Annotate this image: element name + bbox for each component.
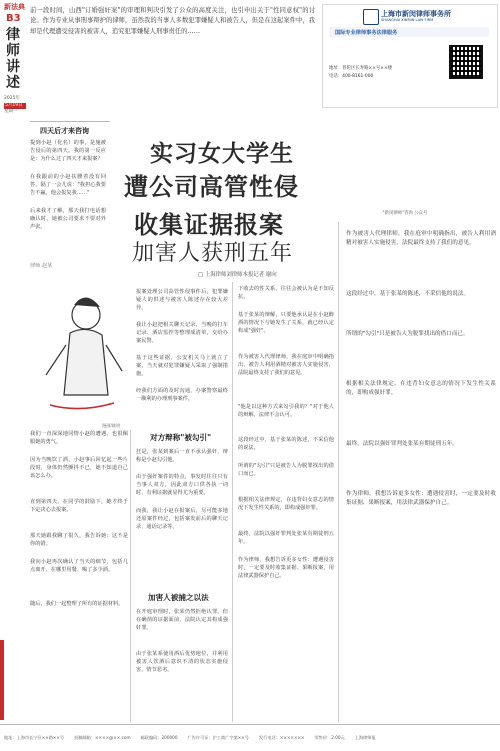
byline-mark: □	[198, 272, 204, 278]
sidebar-paragraph: 提到小赵（化名）的事，是施被告侵后的第四天。我的第一反应是：为什么过了四天才来报案？	[30, 140, 106, 163]
mid-paragraph: 基于这些证据，公安机关马上就立了案，当天就对犯罪嫌疑人采取了强制措施。	[136, 355, 228, 378]
far-right-paragraph: 最终，法院以强奸罪判处张某有期徒刑五年。	[346, 441, 458, 447]
sidebar-paragraph: 后来我才了解，那天我打电话想确认时，她被公司要求不要对外声张。	[30, 208, 106, 231]
headline-line1: 实习女大学生	[150, 140, 294, 167]
headline-line2: 遭公司高管性侵	[124, 172, 299, 201]
right-paragraph: 作为律师，我想告诉更多女性：遭遇侵害时，一定要及时收集证据、果断报案，用法律武器保护自己。	[238, 557, 334, 580]
ad-phone: 电话：400-8161-000	[329, 74, 374, 79]
mid-paragraph: 在开庭审理时，张某仍然拒绝认罪，但在确凿的证据面前，法院认定其构成强奸罪。	[136, 609, 228, 632]
right-paragraph: 基于张某的辩解，只要他承认是在小赵醉酒的情况下与她发生了关系，就已经认定构成"强奸"。	[238, 312, 334, 335]
right-paragraph: 根据相关法律规定，在违背妇女意志的情况下发生性关系的，即构成强奸罪。	[238, 497, 334, 512]
illustration-credit: 漫画/姚明	[102, 423, 121, 428]
footer-bar	[0, 727, 500, 749]
illustration-drawing	[30, 285, 128, 420]
right-paragraph: 下收去的性关系，往往会被认为是不知反抗。	[238, 286, 334, 301]
ad-address: 地址：普陀区长寿路××号××楼	[329, 66, 393, 71]
far-right-paragraph: 作为被害人代理律师，我在庭审中明确指出，被告人利用酒精对被害人实施侵害，法院最终支持了我们的意见。	[346, 231, 496, 246]
footer-postcode: 邮政编码：200000	[140, 735, 178, 740]
figure-accent-line	[50, 403, 114, 409]
byline	[198, 270, 277, 278]
right-paragraph: "他是以这种方式来勾引我的？"对于他人的辩解，法律不会认可。	[238, 404, 334, 419]
bottom-left-paragraph: 我们一直深深地同情小赵的遭遇，也很佩服她的勇气。	[30, 431, 128, 446]
far-right-paragraph: 所谓的"勾引"只是被告人为脱罪找出的借口而已。	[346, 331, 469, 337]
qr-code	[449, 45, 483, 79]
subheading-1: 对方辩称"被勾引"	[150, 433, 212, 442]
mid-paragraph: 报案处理公司高管性侵事件后，犯罪嫌疑人的供述与被害人陈述存在较大差异。	[136, 289, 228, 312]
issue-year: 2025年	[4, 96, 20, 101]
illustration	[30, 285, 128, 420]
sidebar-author: 律师 赵某	[30, 263, 53, 269]
footer-ad-license: 广告许可证：沪工商广字第××号	[187, 735, 249, 740]
right-paragraph: 最终，法院以强奸罪判处张某有期徒刑五年。	[238, 531, 334, 546]
mid-paragraph: 而我，我让小赵在报案后，尽可能多地还原案件经过，包括案发前后的聊天记录、通话记录等。	[136, 508, 228, 531]
headline-line3: 收集证据报案	[134, 210, 284, 239]
figure-hair	[74, 297, 100, 307]
bottom-left-paragraph: 我向小赵再次确认了当天的细节，包括几点离开、在哪里用餐、喝了多少酒。	[30, 559, 128, 574]
subheading-2: 加害人被捕之以法	[148, 593, 209, 602]
qr-caption: "新闵律师"咨询 公众号	[382, 211, 428, 216]
footer-address: 地址：上海市长宁区××路××号	[4, 735, 65, 740]
side-red-strip	[0, 640, 4, 720]
sidebar-paragraph: 在我跟前的小赵扶腰着没有回答，隔了一会儿说："我担心我要告不赢，他会报复我……"	[30, 174, 106, 197]
figure-body	[64, 329, 108, 395]
footer-paper-name: 上海律师报	[354, 735, 376, 740]
footer-price: 零售价：2.00元	[314, 735, 345, 740]
sidebar-column-title: 四天后才来咨询	[40, 127, 89, 135]
bottom-left-paragraph: 那天她跟我聊了很久，我告诉她：这不是你的错。	[30, 533, 128, 548]
law-firm-en: SHANGHAI XINMIN LAW FIRM	[381, 18, 434, 22]
right-paragraph: 作为被害人代理律师，我在庭审中明确指出，被告人利用酒精对被害人实施侵害，法院最终支持了我们的意见。	[238, 354, 334, 377]
intro-paragraph: 前一段时间，山西"订婚强奸案"的审理和判决引发了公众的高度关注，也引申出关于"性同意权"的讨论。作为专业从事刑事辩护的律师，虽然我的当事人多数犯罪嫌疑人和被告人，但是在这起案件中，我却是代理遭受侵害的被害人，追究犯罪嫌疑人刑事责任的……	[30, 7, 315, 35]
ad-heading: 国际专业律师事务法律服务	[335, 30, 398, 36]
law-firm-logo	[363, 9, 379, 25]
issue-monthday: 5月19日	[4, 103, 26, 110]
far-right-paragraph: 根据相关法律规定，在违背妇女意志的情况下发生性关系的，即构成强奸罪。	[346, 381, 496, 396]
headline-line4: 加害人获刑五年	[132, 241, 294, 266]
bottom-left-paragraph: 随后，我们一起整理了所有的证据材料。	[30, 601, 124, 607]
far-right-paragraph: 这段经过中，基于张某的陈述，不采信他的说法。	[346, 291, 470, 297]
right-paragraph: 这段经过中，基于张某的陈述，不采信他的说法。	[238, 437, 334, 452]
law-firm-name: 上海市新闵律师事务所	[381, 10, 451, 18]
issue-weekday: 星期一	[4, 109, 18, 114]
far-right-paragraph: 作为律师，我想告诉更多女性：遭遇侵害时，一定要及时收集证据、果断报案，用法律武器保护自己。	[346, 491, 496, 506]
page-number: B3	[6, 13, 21, 24]
law-firm-ad	[322, 4, 498, 108]
mid-paragraph: 经我们方面的及时沟通，办案警察最终一顺利的办理刑事案件。	[136, 388, 228, 403]
byline-text: 上海律师刘律师本报记者 谢向	[204, 272, 277, 278]
bottom-left-paragraph: 直到第四天，在同学的鼓励下，她才终于下定决心去报案。	[30, 499, 128, 514]
top-tag: 新法典	[4, 3, 25, 11]
bottom-left-paragraph: 因为当晚饮了酒，小赵事后回忆起一些片段时，身体仍然颤抖不已，她不知道自己该怎么办。	[30, 457, 128, 480]
mid-paragraph: 狂是，张某到案后一直不承认强奸，辩称是小赵勾引他。	[136, 449, 228, 464]
footer-email: 投稿邮箱：××××@××.com	[74, 735, 131, 740]
footer-phone: 发行电话：×××××××	[258, 735, 305, 740]
mid-paragraph: 我让小赵把相关聊天记录、当晚的打车记录、酒店监控等整理成清单，交给办案民警。	[136, 322, 228, 345]
issue-date	[4, 96, 26, 116]
section-title: 律师讲述	[6, 27, 20, 91]
mid-paragraph: 由于张某系使用酒后优势地位，并利用被害人饮酒后意识不清的状态实施侵害，情节恶劣。	[136, 651, 228, 674]
mid-paragraph: 由于强奸案件的特点，事发时往往只有当事人双方，因此双方口供各执一词时，有利证据就显得尤为重要。	[136, 474, 228, 497]
right-paragraph: 所谓的"勾引"只是被告人为脱罪找出的借口而已。	[238, 463, 334, 478]
